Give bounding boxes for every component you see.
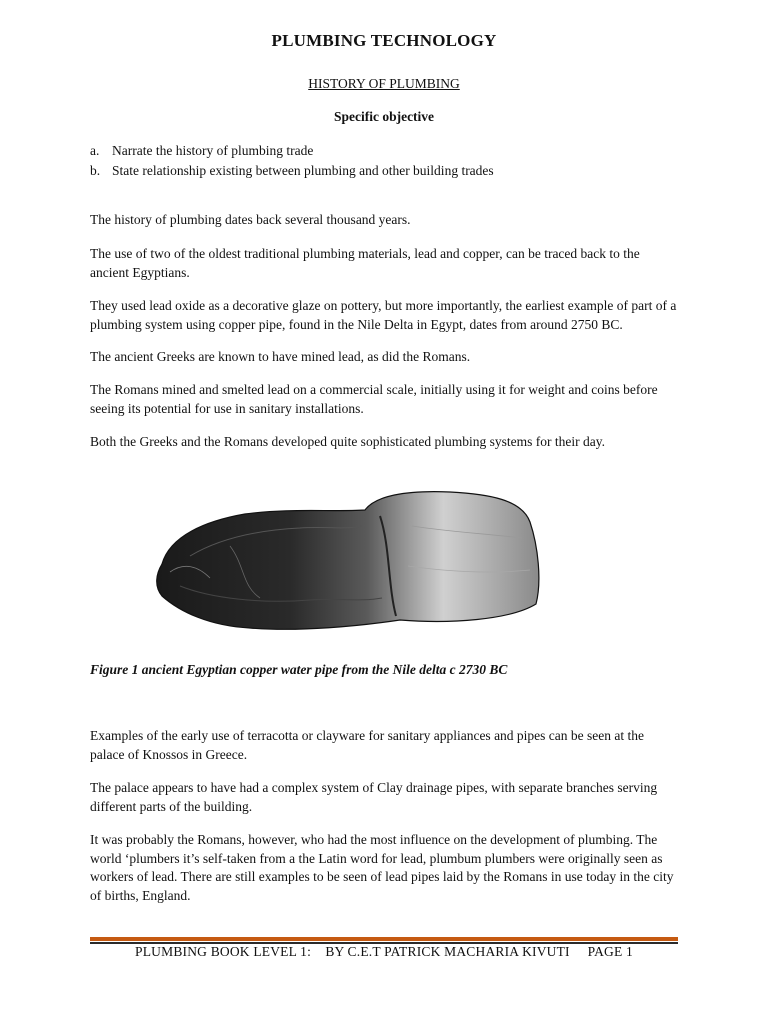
objective-heading: Specific objective — [333, 109, 435, 124]
section-heading: HISTORY OF PLUMBING — [308, 76, 460, 91]
paragraph: The history of plumbing dates back several thousand years. — [90, 212, 411, 227]
paragraph: Examples of the early use of terracotta or clayware for sanitary appliances and pipes can be seen at the palace of Knossos in Greece. — [90, 728, 645, 762]
paragraph: They used lead oxide as a decorative glaze on pottery, but more importantly, the earliest example of part of a plumbing system using copper pipe, found in the Nile Delta in Egypt, dates from around 2750 BC. — [90, 298, 677, 332]
paragraph: The Romans mined and smelted lead on a commercial scale, initially using it for weight and coins before seeing its potential for use in sanitary installations. — [90, 382, 658, 416]
paragraph: It was probably the Romans, however, who had the most influence on the development of plumbing. The world ‘plumbers it’s self-taken from a the Latin word for lead, plumbum plumbers were originally seen as workers of lead. There are still examples to be seen of lead pipes laid by the Romans in use today in the city of births, England. — [90, 832, 674, 903]
objective-marker: b. — [90, 163, 101, 178]
paragraph: The use of two of the oldest traditional plumbing materials, lead and copper, can be traced back to the ancient Egyptians. — [90, 246, 640, 280]
objective-item — [90, 161, 494, 181]
footer-rule-accent — [90, 937, 678, 941]
objective-text: State relationship existing between plumbing and other building trades — [112, 163, 494, 178]
figure-caption: Figure 1 ancient Egyptian copper water pipe from the Nile delta c 2730 BC — [90, 662, 508, 677]
objectives-list — [90, 141, 494, 181]
page-footer: PLUMBING BOOK LEVEL 1: BY C.E.T PATRICK MACHARIA KIVUTI PAGE 1 — [135, 944, 633, 959]
copper-pipe-figure — [150, 486, 552, 638]
paragraph: Both the Greeks and the Romans developed quite sophisticated plumbing systems for their day. — [90, 434, 606, 449]
document-title: PLUMBING TECHNOLOGY — [271, 31, 497, 50]
objective-item — [90, 141, 494, 161]
paragraph: The palace appears to have had a complex system of Clay drainage pipes, with separate branches serving different parts of the building. — [90, 780, 658, 814]
objective-marker: a. — [90, 143, 100, 158]
objective-text: Narrate the history of plumbing trade — [112, 143, 314, 158]
paragraph: The ancient Greeks are known to have mined lead, as did the Romans. — [90, 349, 471, 364]
